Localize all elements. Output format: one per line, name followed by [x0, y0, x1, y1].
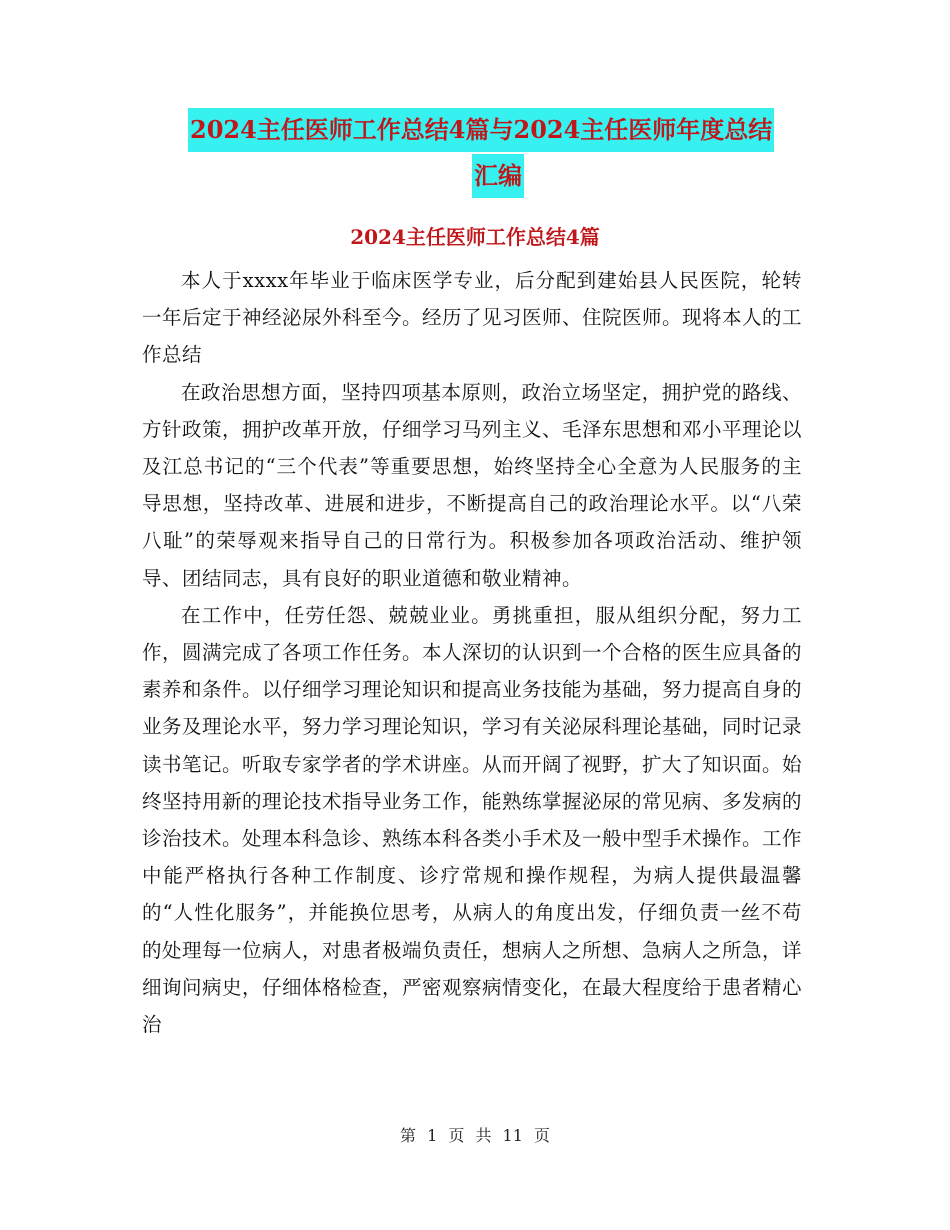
paragraph-politics: 在政治思想方面，坚持四项基本原则，政治立场坚定，拥护党的路线、方针政策，拥护改革开放，仔细学习马列主义、毛泽东思想和邓小平理论以及江总书记的“三个代表”等重要思想，始终坚持全心全意为人民服务的主导思想，坚持改革、进展和进步，不断提高自己的政治理论水平。以“八荣八耻”的荣辱观来指导自己的日常行为。积极参加各项政治活动、维护领导、团结同志，具有良好的职业道德和敬业精神。 — [142, 380, 803, 590]
paragraph-intro: 本人于xxxx年毕业于临床医学专业，后分配到建始县人民医院，轮转一年后定于神经泌尿外科至今。经历了见习医师、住院医师。现将本人的工作总结 — [142, 269, 803, 367]
title-line-1: 2024主任医师工作总结4篇与2024主任医师年度总结 — [188, 108, 774, 152]
title-line-2: 汇编 — [472, 154, 524, 198]
section-heading: 2024主任医师工作总结4篇 — [350, 225, 600, 249]
page-footer: 第 1 页 共 11 页 — [400, 1126, 550, 1145]
paragraph-work: 在工作中，任劳任怨、兢兢业业。勇挑重担，服从组织分配，努力工作，圆满完成了各项工作任务。本人深切的认识到一个合格的医生应具备的素养和条件。以仔细学习理论知识和提高业务技能为基础，努力提高自身的业务及理论水平，努力学习理论知识，学习有关泌尿科理论基础，同时记录读书笔记。听取专家学者的学术讲座。从而开阔了视野，扩大了知识面。始终坚持用新的理论技术指导业务工作，能熟练掌握泌尿的常见病、多发病的诊治技术。处理本科急诊、熟练本科各类小手术及一般中型手术操作。工作中能严格执行各种工作制度、诊疗常规和操作规程，为病人提供最温馨的“人性化服务”，并能换位思考，从病人的角度出发，仔细负责一丝不苟的处理每一位病人，对患者极端负责任，想病人之所想、急病人之所急，详细询问病史，仔细体格检查，严密观察病情变化，在最大程度给于患者精心治 — [142, 603, 803, 1037]
body-text — [142, 262, 802, 1043]
